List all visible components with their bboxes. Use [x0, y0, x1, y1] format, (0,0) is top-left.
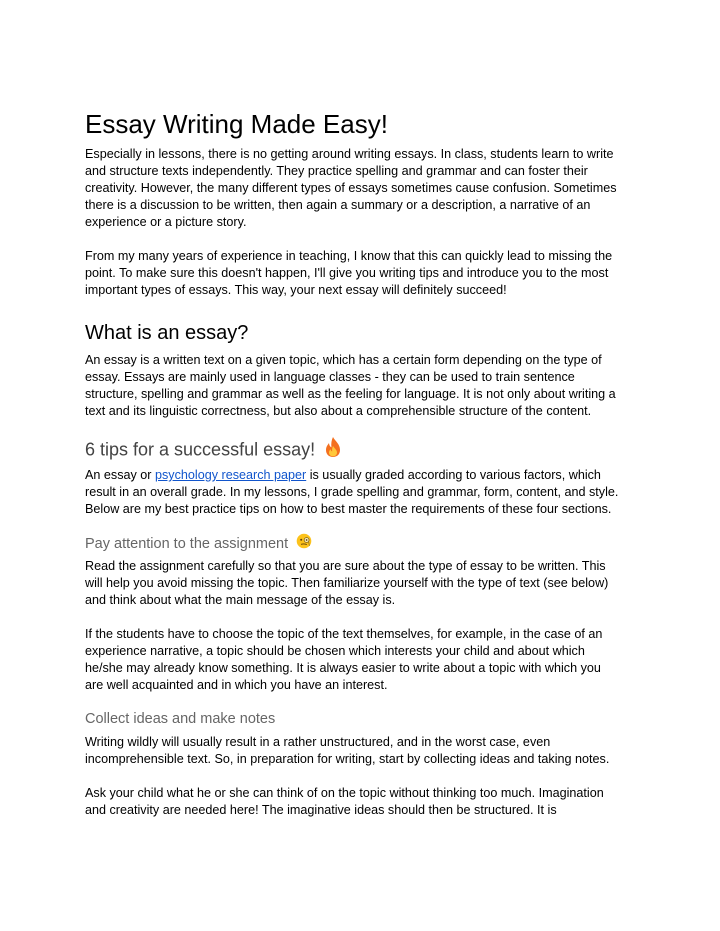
text-line: important types of essays. This way, your next essay will definitely succeed! [85, 283, 507, 297]
psychology-research-paper-link[interactable]: psychology research paper [155, 468, 307, 482]
text-line: will help you avoid missing the topic. Then familiarize yourself with the type of text (see below) [85, 576, 609, 590]
text-line: An essay is a written text on a given topic, which has a certain form depending on the type of [85, 353, 602, 367]
text-line: essay. Essays are mainly used in language classes - they can be used to train sentence [85, 370, 575, 384]
face-with-monocle-icon [296, 533, 312, 555]
text-line: experience narrative, a topic should be chosen which interests your child and about which [85, 644, 585, 658]
section-heading-tips [85, 436, 342, 465]
tips-heading-text: 6 tips for a successful essay! [85, 439, 316, 460]
intro-paragraph-1 [85, 146, 640, 231]
text-line: and think about what the main message of the essay is. [85, 593, 396, 607]
fire-icon [324, 436, 342, 465]
text-line: point. To make sure this doesn't happen, I'll give you writing tips and introduce you to the most [85, 266, 609, 280]
text-line: and structure texts independently. They practice spelling and grammar and can foster their [85, 164, 588, 178]
text-line: structure, spelling and grammar as well as the feeling for language. It is not only about writing a [85, 387, 616, 401]
text-line [85, 467, 640, 484]
text-line: From my many years of experience in teaching, I know that this can quickly lead to missing the [85, 249, 613, 263]
text-line: he/she may already know something. It is always easier to write about a topic with which you [85, 661, 601, 675]
text-line: incomprehensible text. So, in preparation for writing, start by collecting ideas and taking notes. [85, 752, 610, 766]
text-line: Especially in lessons, there is no getting around writing essays. In class, students learn to write [85, 147, 614, 161]
text-line: Ask your child what he or she can think of on the topic without thinking too much. Imagination [85, 786, 604, 800]
text-line: and creativity are needed here! The imaginative ideas should then be structured. It is [85, 803, 557, 817]
assignment-paragraph-2 [85, 626, 640, 694]
tips-paragraph [85, 467, 640, 518]
text-line: Below are my best practice tips on how to best master the requirements of these four sections. [85, 502, 612, 516]
text-line: result in an overall grade. In my lessons, I grade spelling and grammar, form, content, and style. [85, 485, 619, 499]
text-line: experience or a picture story. [85, 215, 247, 229]
text-line: If the students have to choose the topic of the text themselves, for example, in the case of an [85, 627, 603, 641]
assignment-paragraph-1 [85, 558, 640, 609]
subheading-collect-ideas: Collect ideas and make notes [85, 711, 276, 727]
subheading-assignment [85, 533, 312, 555]
assignment-heading-text: Pay attention to the assignment [85, 535, 289, 552]
ideas-paragraph-1 [85, 734, 640, 768]
text-line: Writing wildly will usually result in a rather unstructured, and in the worst case, even [85, 735, 551, 749]
text-line: Read the assignment carefully so that you are sure about the type of essay to be written. This [85, 559, 606, 573]
text-fragment: is usually graded according to various factors, which [306, 468, 601, 482]
document-title: Essay Writing Made Easy! [85, 109, 388, 139]
text-line: text and its linguistic correctness, but also about a comprehensible structure of the content. [85, 404, 592, 418]
text-fragment: An essay or [85, 468, 155, 482]
text-line: are well acquainted and in which you have an interest. [85, 678, 388, 692]
text-line: creativity. However, the many different types of essays sometimes cause confusion. Sometimes [85, 181, 617, 195]
ideas-paragraph-2 [85, 785, 640, 819]
what-is-paragraph [85, 352, 640, 420]
section-heading-what-is-an-essay: What is an essay? [85, 322, 249, 344]
intro-paragraph-2 [85, 248, 640, 299]
text-line: there is a discussion to be written, then again a summary or a description, a narrative of an [85, 198, 591, 212]
